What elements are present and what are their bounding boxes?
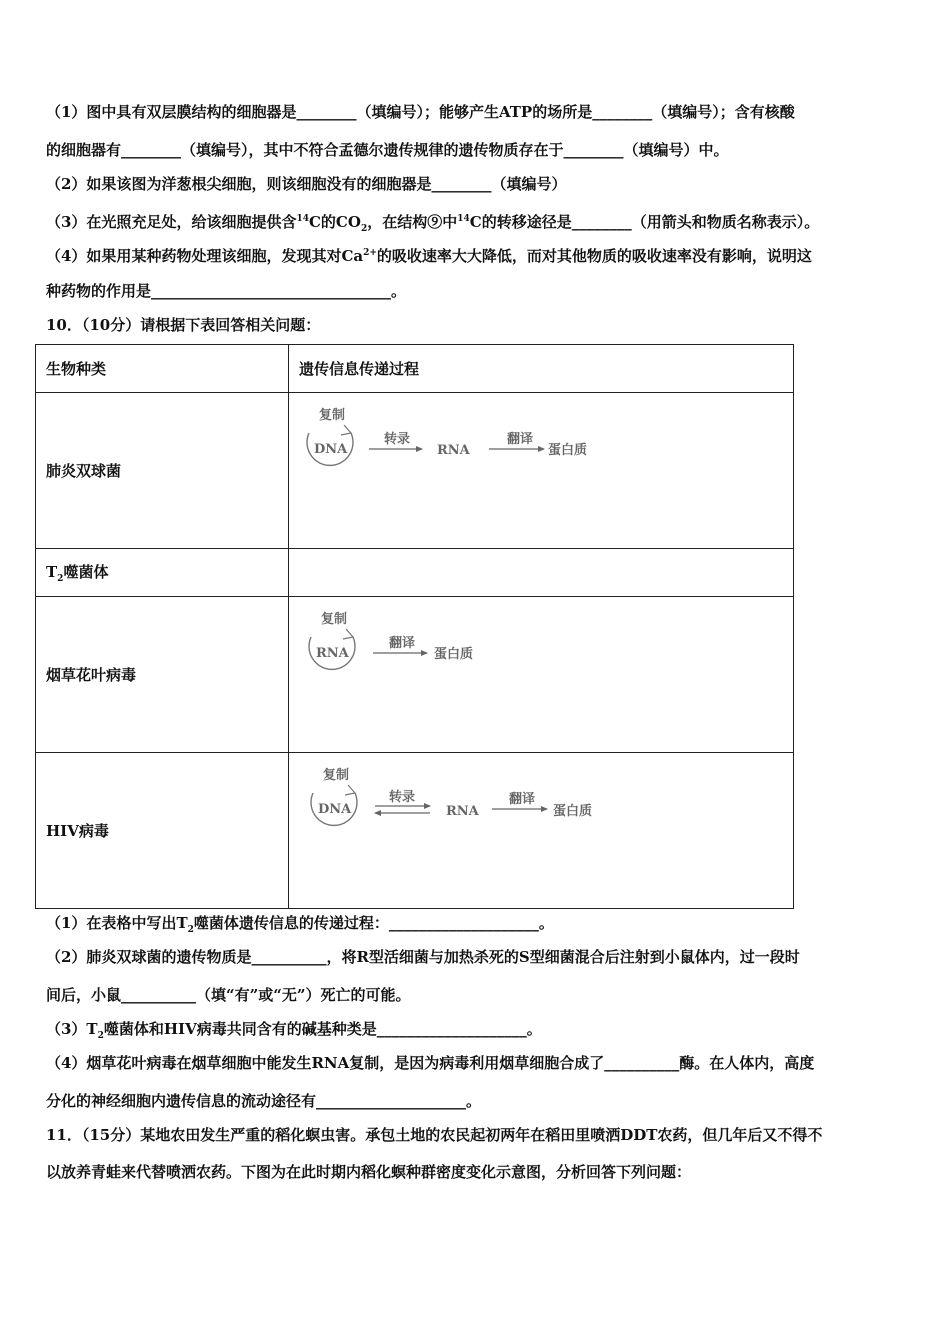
organism-pneumococcus: 肺炎双球菌: [36, 393, 289, 549]
q10-part1: [46, 913, 554, 940]
translation-arrowhead: [421, 650, 428, 656]
q9-part3-pre: （3）在光照充足处，给该细胞提供含: [46, 213, 297, 231]
replicate-arrowhead: [343, 629, 353, 639]
q9-part3-sup1: 14: [296, 214, 309, 224]
q10-part1-sub: 2: [187, 925, 194, 935]
q9-part4-sup: 2+: [363, 248, 377, 258]
transcription-arrowhead: [424, 803, 431, 809]
q10-title: 10．（10分）请根据下表回答相关问题：: [46, 316, 321, 334]
q9-part3: [46, 209, 819, 239]
header-organism: 生物种类: [36, 345, 289, 393]
circle-dna-label: DNA: [314, 442, 348, 457]
table-header-row: [36, 345, 794, 393]
q9-part4-post: 的吸收速率大大降低，而对其他物质的吸收速率没有影响，说明这: [376, 247, 812, 265]
q11-line1: 11．（15分）某地农田发生严重的稻化螟虫害。承包土地的农民起初两年在稻田里喷洒DDT农药，但几年后又不得不: [46, 1126, 823, 1144]
organism-hiv: HIV病毒: [36, 753, 289, 909]
rna-label: RNA: [437, 443, 470, 458]
q9-part3-sup2: 14: [457, 214, 470, 224]
translation-arrowhead: [541, 806, 548, 812]
q9-part4-line1: [46, 243, 812, 266]
protein-label: 蛋白质: [553, 804, 593, 819]
replicate-arrowhead: [341, 425, 351, 435]
q9-part4-line2: 种药物的作用是________________________________。: [46, 282, 407, 300]
rna-label: RNA: [446, 804, 479, 819]
q10-part3-sub: 2: [97, 1031, 104, 1041]
translation-label: 翻译: [389, 636, 416, 651]
replicate-label: 复制: [321, 612, 348, 627]
transcription-arrowhead: [416, 446, 423, 452]
t2-subscript: 2: [57, 574, 64, 584]
header-process: 遗传信息传递过程: [289, 345, 794, 393]
translation-label: 翻译: [507, 432, 534, 447]
replicate-label: 复制: [319, 408, 346, 423]
q10-part1-pre: （1）在表格中写出T: [46, 914, 188, 932]
organism-tmv: 烟草花叶病毒: [36, 597, 289, 753]
q9-part1-line2: 的细胞器有________（填编号），其中不符合孟德尔遗传规律的遗传物质存在于________（填编号）中。: [46, 141, 729, 159]
protein-label: 蛋白质: [548, 443, 588, 458]
q9-part3-mid1: C的CO: [308, 213, 361, 231]
circle-dna-label: DNA: [318, 802, 352, 817]
replicate-arrowhead: [345, 785, 355, 795]
q9-part4-pre: （4）如果用某种药物处理该细胞，发现其对Ca: [46, 247, 364, 265]
pneumococcus-flow-diagram: [289, 393, 609, 483]
q10-part3-post: 噬菌体和HIV病毒共同含有的碱基种类是____________________。: [103, 1020, 542, 1038]
t2-name: 噬菌体: [63, 563, 109, 581]
q10-part3: [46, 1019, 542, 1046]
q9-part3-sub: 2: [360, 224, 368, 234]
tmv-flow-diagram: [289, 597, 529, 687]
table-row: [36, 597, 794, 753]
translation-arrowhead: [538, 446, 545, 452]
transcription-label: 转录: [389, 790, 416, 805]
q10-part2-line1: （2）肺炎双球菌的遗传物质是__________，将R型活细菌与加热杀死的S型细菌混合后注射到小鼠体内，过一段时: [46, 948, 800, 966]
q10-part4-line1: （4）烟草花叶病毒在烟草细胞中能发生RNA复制，是因为病毒利用烟草细胞合成了__________酶。在人体内，高度: [46, 1054, 815, 1072]
genetic-info-table: [35, 344, 794, 909]
replicate-label: 复制: [323, 768, 350, 783]
q11-line2: 以放养青蛙来代替喷洒农药。下图为在此时期内稻化螟种群密度变化示意图，分析回答下列问题：: [46, 1163, 692, 1181]
reverse-transcription-arrowhead: [374, 810, 381, 816]
table-row: [36, 393, 794, 549]
q9-part3-post: C的转移途径是________（用箭头和物质名称表示）。: [469, 213, 820, 231]
transcription-label: 转录: [384, 432, 411, 447]
t2-letter: T: [46, 563, 58, 581]
q9-part3-mid2: ，在结构⑨中: [367, 213, 458, 231]
q10-part2-line2: 间后，小鼠__________（填“有”或“无”）死亡的可能。: [46, 986, 411, 1004]
t2-process-blank: [289, 549, 794, 597]
table-row: [36, 753, 794, 909]
protein-label: 蛋白质: [434, 647, 474, 662]
q9-part2: （2）如果该图为洋葱根尖细胞，则该细胞没有的细胞器是________（填编号）: [46, 175, 567, 193]
hiv-flow-diagram: [289, 753, 619, 843]
translation-label: 翻译: [509, 792, 536, 807]
q10-part4-line2: 分化的神经细胞内遗传信息的流动途径有____________________。: [46, 1092, 482, 1110]
circle-rna-label: RNA: [316, 646, 349, 661]
table-row: [36, 549, 794, 597]
q10-part3-pre: （3）T: [46, 1020, 98, 1038]
organism-t2-phage: [36, 549, 289, 597]
q10-part1-post: 噬菌体遗传信息的传递过程：____________________。: [193, 914, 554, 932]
q9-part1-line1: （1）图中具有双层膜结构的细胞器是________（填编号）；能够产生ATP的场所是________（填编号）；含有核酸: [46, 103, 795, 121]
